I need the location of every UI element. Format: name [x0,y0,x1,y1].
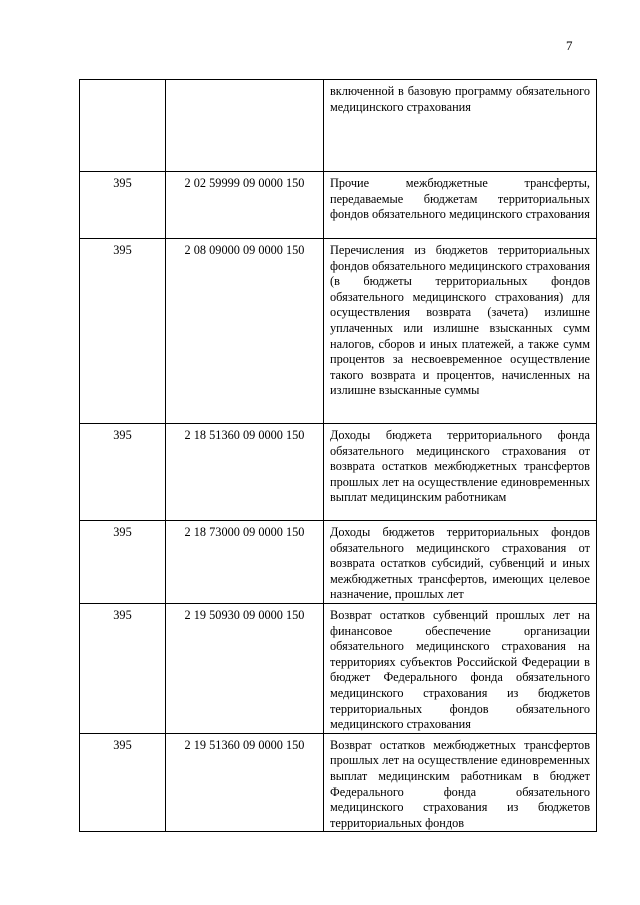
budget-code-cell: 2 19 50930 09 0000 150 [166,604,324,734]
budget-code-cell: 2 19 51360 09 0000 150 [166,733,324,832]
admin-code-cell: 395 [80,424,166,521]
budget-code-cell [166,80,324,172]
budget-code-cell: 2 18 73000 09 0000 150 [166,521,324,604]
budget-code-cell: 2 18 51360 09 0000 150 [166,424,324,521]
table-row [80,521,597,604]
admin-code-cell: 395 [80,604,166,734]
table-row [80,172,597,239]
description-cell: Доходы бюджета территориального фонда обязательного медицинского страхования от возврата остатков межбюджетных трансфертов прошлых лет на осуществление единовременных выплат медицинским работникам [324,424,597,521]
page-number: 7 [566,38,573,53]
description-cell: включенной в базовую программу обязательного медицинского страхования [324,80,597,172]
admin-code-cell [80,80,166,172]
admin-code-cell: 395 [80,239,166,424]
budget-code-cell: 2 02 59999 09 0000 150 [166,172,324,239]
description-cell: Прочие межбюджетные трансферты, передаваемые бюджетам территориальных фондов обязательного медицинского страхования [324,172,597,239]
table-row [80,604,597,734]
admin-code-cell: 395 [80,172,166,239]
table-row [80,80,597,172]
budget-classification-table [79,79,597,832]
table-row [80,239,597,424]
description-cell: Доходы бюджетов территориальных фондов обязательного медицинского страхования от возврата остатков субсидий, субвенций и иных межбюджетных трансфертов, имеющих целевое назначение, прошлых лет [324,521,597,604]
admin-code-cell: 395 [80,521,166,604]
budget-code-cell: 2 08 09000 09 0000 150 [166,239,324,424]
admin-code-cell: 395 [80,733,166,832]
table-row [80,733,597,832]
description-cell: Возврат остатков межбюджетных трансфертов прошлых лет на осуществление единовременных выплат медицинским работникам в бюджет Федерального фонда обязательного медицинского страхования из бюджетов территориальных фондов [324,733,597,832]
table-row [80,424,597,521]
description-cell: Перечисления из бюджетов территориальных фондов обязательного медицинского страхования (в бюджеты территориальных фондов обязательного медицинского страхования) для осуществления возврата (зачета) излишне уплаченных или излишне взысканных сумм налогов, сборов и иных платежей, а также сумм процентов за несвоевременное осуществление такого возврата и процентов, начисленных на излишне взысканные суммы [324,239,597,424]
description-cell: Возврат остатков субвенций прошлых лет на финансовое обеспечение организации обязательного медицинского страхования на территориях субъектов Российской Федерации в бюджет Федерального фонда обязательного медицинского страхования из бюджетов территориальных фондов обязательного медицинского страхования [324,604,597,734]
